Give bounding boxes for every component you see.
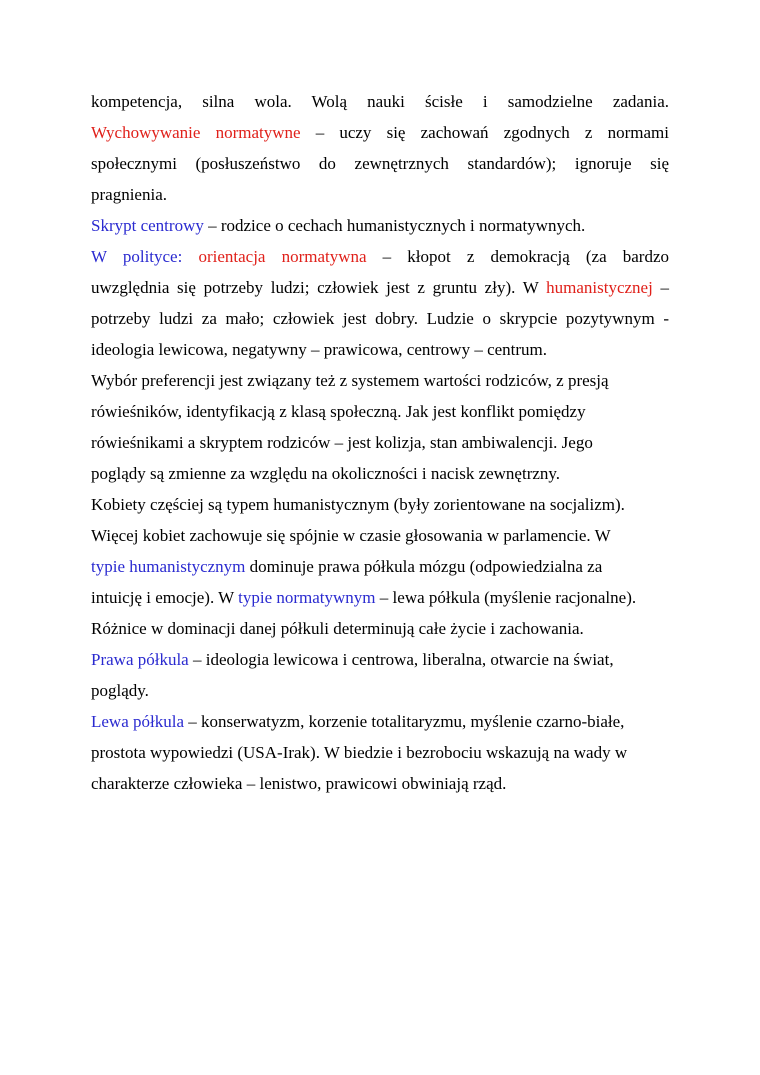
- document-body: [91, 86, 669, 799]
- text-run: poglądy.: [91, 681, 149, 700]
- text-run: uwzględnia się potrzeby ludzi; człowiek jest z gruntu zły). W: [91, 278, 547, 297]
- text-run: [182, 247, 198, 266]
- highlighted-term: typie humanistycznym: [91, 557, 246, 576]
- text-line: [91, 458, 669, 489]
- text-run: poglądy są zmienne za względu na okoliczności i nacisk zewnętrzny.: [91, 464, 561, 483]
- text-line: [91, 148, 669, 179]
- document-page: [91, 86, 669, 799]
- text-run: potrzeby ludzi za mało; człowiek jest dobry. Ludzie o skrypcie pozytywnym -: [91, 309, 669, 328]
- text-run: – konserwatyzm, korzenie totalitaryzmu, myślenie czarno-białe,: [184, 712, 625, 731]
- text-line: [91, 489, 669, 520]
- text-line: [91, 551, 669, 582]
- text-run: – kłopot z demokracją (za bardzo: [366, 247, 669, 266]
- highlighted-term: Lewa półkula: [91, 712, 184, 731]
- text-line: [91, 737, 669, 768]
- text-run: charakterze człowieka – lenistwo, prawicowi obwiniają rząd.: [91, 774, 507, 793]
- highlighted-term: Wychowywanie normatywne: [91, 123, 301, 142]
- text-run: Wybór preferencji jest związany też z systemem wartości rodziców, z presją: [91, 371, 609, 390]
- text-run: – rodzice o cechach humanistycznych i normatywnych.: [203, 216, 586, 235]
- text-run: Kobiety częściej są typem humanistycznym (były zorientowane na socjalizm).: [91, 495, 625, 514]
- highlighted-term: humanistycznej: [546, 278, 653, 297]
- highlighted-term: Prawa półkula: [91, 650, 189, 669]
- text-run: społecznymi (posłuszeństwo do zewnętrznych standardów); ignoruje się: [91, 154, 669, 173]
- highlighted-term: typie normatywnym: [238, 588, 376, 607]
- text-run: pragnienia.: [91, 185, 167, 204]
- text-line: [91, 644, 669, 675]
- text-line: [91, 768, 669, 799]
- text-line: [91, 303, 669, 334]
- text-line: [91, 675, 669, 706]
- text-run: –: [652, 278, 669, 297]
- text-run: ideologia lewicowa, negatywny – prawicowa, centrowy – centrum.: [91, 340, 548, 359]
- text-line: [91, 272, 669, 303]
- text-run: – ideologia lewicowa i centrowa, liberalna, otwarcie na świat,: [188, 650, 614, 669]
- text-line: [91, 706, 669, 737]
- text-line: [91, 117, 669, 148]
- highlighted-term: Skrypt centrowy: [91, 216, 204, 235]
- text-run: prostota wypowiedzi (USA-Irak). W biedzie i bezrobociu wskazują na wady w: [91, 743, 628, 762]
- text-run: kompetencja, silna wola. Wolą nauki ścisłe i samodzielne zadania.: [91, 92, 669, 111]
- text-line: [91, 86, 669, 117]
- highlighted-term: orientacja normatywna: [198, 247, 367, 266]
- text-line: [91, 613, 669, 644]
- text-line: [91, 427, 669, 458]
- text-line: [91, 396, 669, 427]
- text-line: [91, 179, 669, 210]
- text-run: – uczy się zachowań zgodnych z normami: [300, 123, 669, 142]
- text-run: rówieśnikami a skryptem rodziców – jest kolizja, stan ambiwalencji. Jego: [91, 433, 593, 452]
- text-run: Więcej kobiet zachowuje się spójnie w czasie głosowania w parlamencie. W: [91, 526, 611, 545]
- text-line: [91, 210, 669, 241]
- text-run: dominuje prawa półkula mózgu (odpowiedzialna za: [245, 557, 603, 576]
- text-run: – lewa półkula (myślenie racjonalne).: [375, 588, 637, 607]
- text-run: rówieśników, identyfikacją z klasą społeczną. Jak jest konflikt pomiędzy: [91, 402, 586, 421]
- text-line: [91, 365, 669, 396]
- text-run: intuicję i emocje). W: [91, 588, 239, 607]
- text-line: [91, 582, 669, 613]
- text-line: [91, 241, 669, 272]
- text-line: [91, 334, 669, 365]
- text-run: Różnice w dominacji danej półkuli determinują całe życie i zachowania.: [91, 619, 584, 638]
- text-line: [91, 520, 669, 551]
- highlighted-term: W polityce:: [91, 247, 183, 266]
